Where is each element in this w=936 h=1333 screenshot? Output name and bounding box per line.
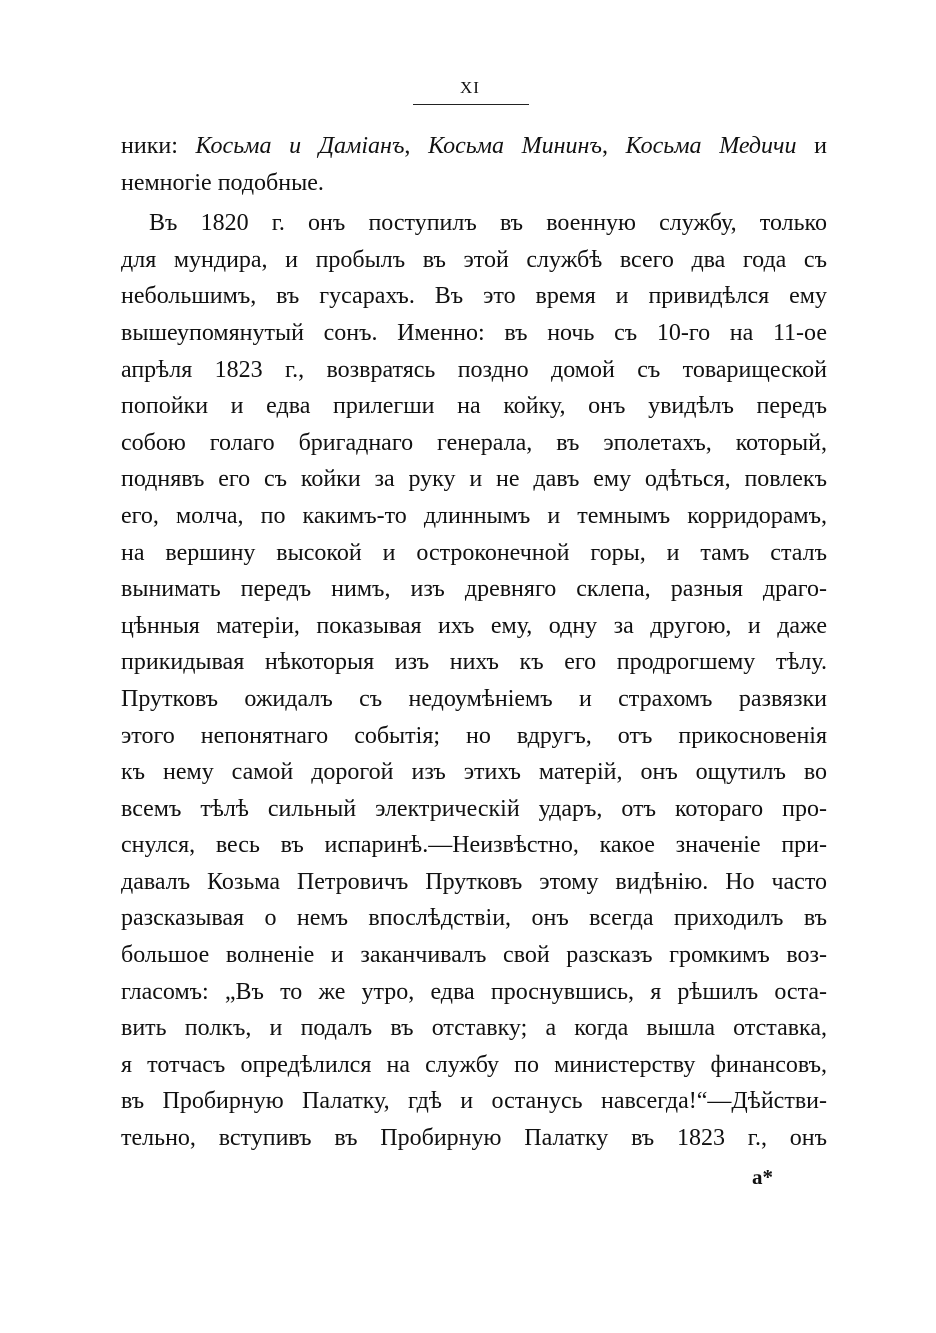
text-line: его, молча, по какимъ-то длиннымъ и темнымъ корридорамъ,: [121, 502, 827, 529]
text-run: ,: [404, 133, 429, 159]
text-run: ,: [601, 133, 626, 159]
text-line: большое волненіе и заканчивалъ свой разсказъ громкимъ воз-: [121, 942, 827, 969]
text-line: [121, 128, 827, 165]
text-line: попойки и едва прилегши на койку, онъ увидѣлъ передъ: [121, 393, 827, 420]
text-line: прикидывая нѣкоторыя изъ нихъ къ его продрогшему тѣлу.: [121, 649, 827, 676]
text-line: Въ 1820 г. онъ поступилъ въ военную службу, только: [149, 210, 827, 237]
text-line: цѣнныя матеріи, показывая ихъ ему, одну за другою, и даже: [121, 612, 827, 639]
text-line: вить полкъ, и подалъ въ отставку; а когда вышла отставка,: [121, 1015, 827, 1042]
text-line: вышеупомянутый сонъ. Именно: въ ночь съ 10-го на 11-ое: [121, 319, 827, 346]
text-line: собою голаго бригаднаго генерала, въ эполетахъ, который,: [121, 429, 827, 456]
text-line: снулся, весь въ испаринѣ.—Неизвѣстно, какое значеніе при-: [121, 832, 827, 859]
italic-name-1: Косьма и Даміанъ: [195, 133, 405, 159]
page-number: XI: [460, 78, 480, 97]
text-line: небольшимъ, въ гусарахъ. Въ это время и привидѣлся ему: [121, 283, 827, 310]
text-line: въ Пробирную Палатку, гдѣ и останусь навсегда!“—Дѣйстви-: [121, 1088, 827, 1115]
text-line: немногіе подобные.: [121, 169, 324, 196]
text-run: и: [796, 133, 828, 159]
text-line: апрѣля 1823 г., возвратясь поздно домой съ товарищеской: [121, 356, 827, 383]
text-line: всемъ тѣлѣ сильный электрическій ударъ, отъ котораго про-: [121, 795, 827, 822]
header-rule: [413, 104, 529, 105]
italic-name-2: Косьма Мининъ: [428, 133, 602, 159]
body-text: [121, 128, 827, 1157]
text-line: къ нему самой дорогой изъ этихъ матерій, онъ ощутилъ во: [121, 759, 827, 786]
italic-name-3: Косьма Медичи: [625, 133, 797, 159]
text-line: для мундира, и пробылъ въ этой службѣ всего два года съ: [121, 246, 827, 273]
text-line: Прутковъ ожидалъ съ недоумѣніемъ и страхомъ развязки: [121, 685, 827, 712]
text-line: вынимать передъ нимъ, изъ древняго склепа, разныя драго-: [121, 576, 827, 603]
text-line: гласомъ: „Въ то же утро, едва проснувшись, я рѣшилъ оста-: [121, 978, 827, 1005]
text-line: давалъ Козьма Петровичъ Прутковъ этому видѣнію. Но часто: [121, 868, 827, 895]
text-line: разсказывая о немъ впослѣдствіи, онъ всегда приходилъ въ: [121, 905, 827, 932]
text-run: ники:: [121, 133, 196, 159]
text-line: я тотчасъ опредѣлился на службу по министерству финансовъ,: [121, 1051, 827, 1078]
signature-mark: а*: [752, 1165, 773, 1189]
text-line: поднявъ его съ койки за руку и не давъ ему одѣться, повлекъ: [121, 466, 827, 493]
text-line: этого непонятнаго событія; но вдругъ, отъ прикосновенія: [121, 722, 827, 749]
text-line: на вершину высокой и остроконечной горы, и тамъ сталъ: [121, 539, 827, 566]
text-line: тельно, вступивъ въ Пробирную Палатку въ 1823 г., онъ: [121, 1125, 827, 1152]
